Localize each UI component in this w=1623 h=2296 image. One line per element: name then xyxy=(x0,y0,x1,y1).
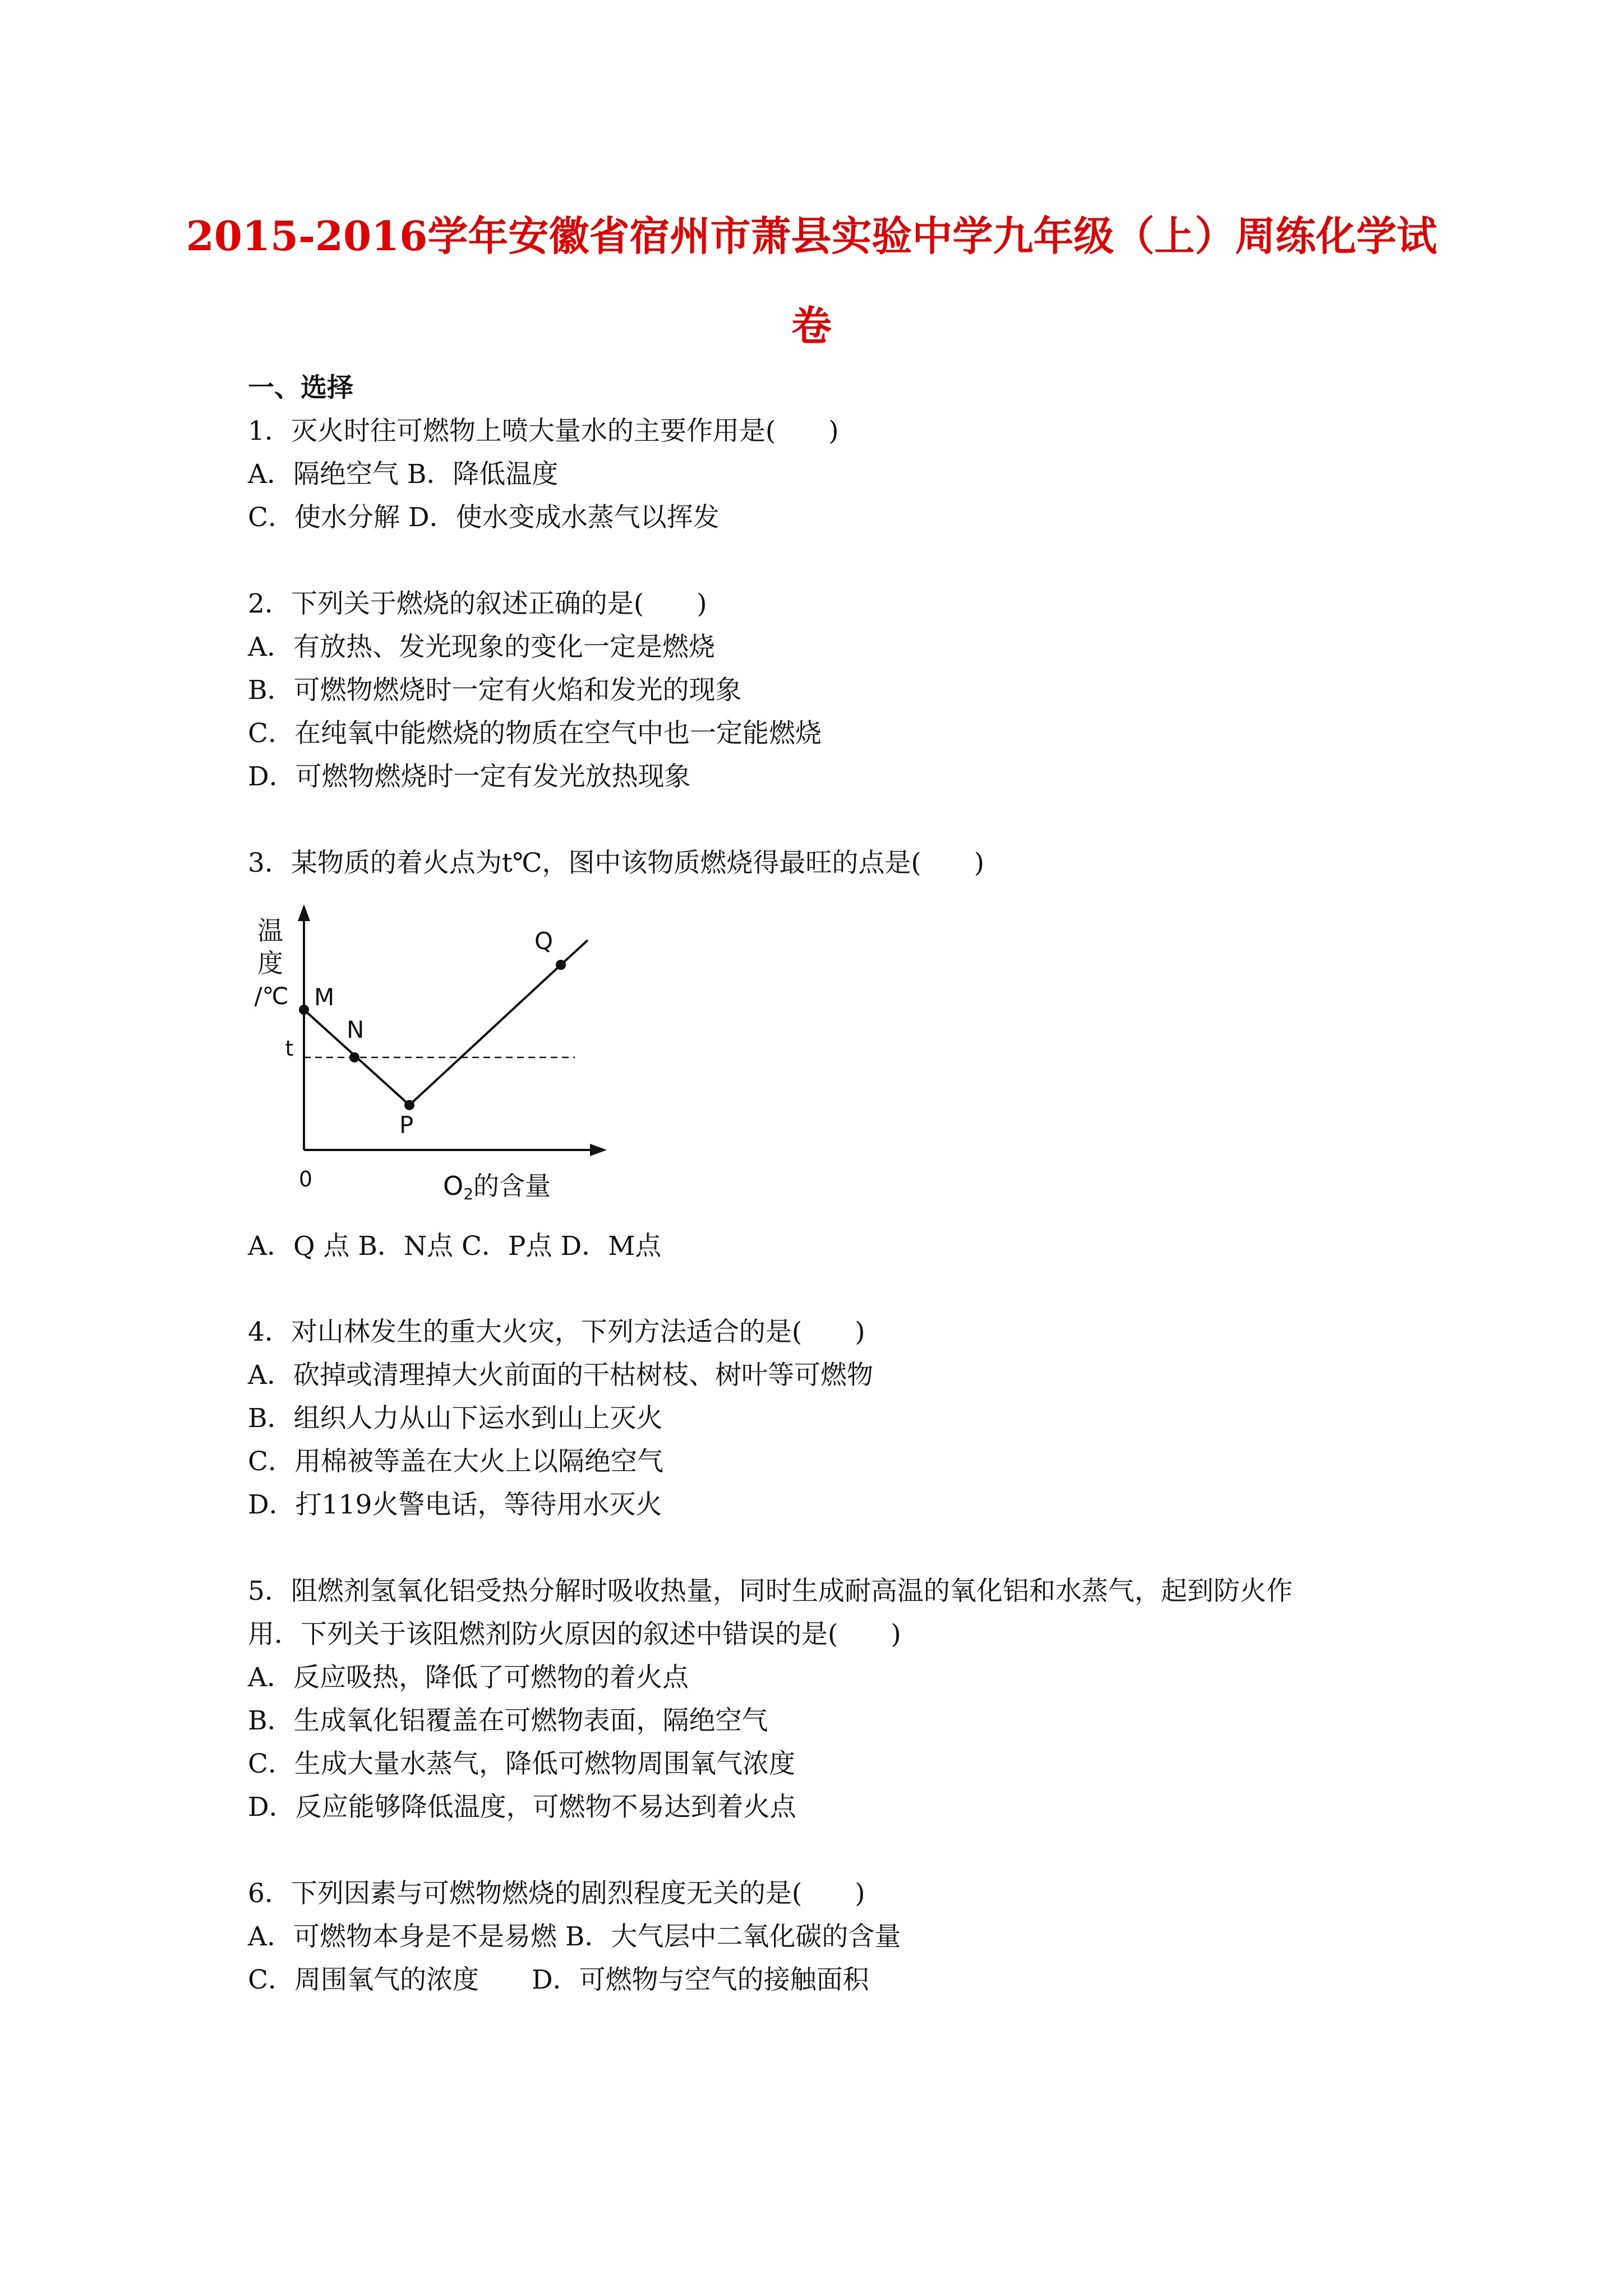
question-2-stem: 2．下列关于燃烧的叙述正确的是( ) xyxy=(248,588,707,619)
question-4-stem: 4．对山林发生的重大火灾，下列方法适合的是( ) xyxy=(248,1317,865,1347)
question-2-option-a: A．有放热、发光现象的变化一定是燃烧 xyxy=(248,632,715,662)
point-n xyxy=(349,1052,359,1062)
question-5-option-b: B．生成氧化铝覆盖在可燃物表面，隔绝空气 xyxy=(248,1705,768,1736)
question-3-options: A．Q 点 B．N点 C．P点 D．M点 xyxy=(248,1231,662,1262)
question-4-option-c: C．用棉被等盖在大火上以隔绝空气 xyxy=(248,1446,663,1477)
question-5-option-c: C．生成大量水蒸气，降低可燃物周围氧气浓度 xyxy=(248,1749,795,1779)
point-q-label: Q xyxy=(534,927,554,955)
question-2-option-b: B．可燃物燃烧时一定有火焰和发光的现象 xyxy=(248,675,742,706)
question-3-stem: 3．某物质的着火点为t℃，图中该物质燃烧得最旺的点是( ) xyxy=(248,848,985,878)
temperature-curve xyxy=(304,965,561,1105)
y-axis-label-char-3: /℃ xyxy=(254,982,289,1010)
question-4-option-d: D．打119火警电话，等待用水灭火 xyxy=(248,1489,662,1520)
point-p-label: P xyxy=(399,1111,414,1139)
question-4-option-b: B．组织人力从山下运水到山上灭火 xyxy=(248,1403,663,1434)
x-axis-label: O2的含量 xyxy=(443,1171,551,1203)
question-1-options-line-1: A．隔绝空气 B．降低温度 xyxy=(248,459,559,490)
point-q xyxy=(556,960,566,970)
question-1-stem: 1．灭火时往可燃物上喷大量水的主要作用是( ) xyxy=(248,416,839,447)
question-2-option-d: D．可燃物燃烧时一定有发光放热现象 xyxy=(248,761,691,792)
curve-extension xyxy=(561,940,588,965)
question-6-options-line-2: C．周围氧气的浓度 D．可燃物与空气的接触面积 xyxy=(248,1964,869,1995)
question-1-options-line-2: C．使水分解 D．使水变成水蒸气以挥发 xyxy=(248,502,720,533)
question-6-options-line-1: A．可燃物本身是不是易燃 B．大气层中二氧化碳的含量 xyxy=(248,1921,901,1952)
question-6-stem: 6．下列因素与可燃物燃烧的剧烈程度无关的是( ) xyxy=(248,1878,865,1909)
question-4-option-a: A．砍掉或清理掉大火前面的干枯树枝、树叶等可燃物 xyxy=(248,1360,873,1391)
question-5-option-d: D．反应能够降低温度，可燃物不易达到着火点 xyxy=(248,1792,796,1823)
y-axis-label-char-2: 度 xyxy=(257,948,283,978)
y-axis-arrow-icon xyxy=(298,904,310,921)
point-m-label: M xyxy=(314,983,335,1011)
question-3-graph xyxy=(224,898,617,1212)
point-n-label: N xyxy=(347,1016,365,1043)
exam-title-line1: 2015-2016学年安徽省宿州市萧县实验中学九年级（上）周练化学试 xyxy=(186,212,1437,260)
x-axis-arrow-icon xyxy=(590,1144,607,1156)
question-5-stem: 5．阻燃剂氢氧化铝受热分解时吸收热量，同时生成耐高温的氧化铝和水蒸气，起到防火作 xyxy=(248,1576,1293,1607)
section-heading: 一、选择 xyxy=(248,372,353,403)
t-label: t xyxy=(285,1036,294,1061)
question-5-option-a: A．反应吸热，降低了可燃物的着火点 xyxy=(248,1662,689,1693)
origin-label: 0 xyxy=(298,1167,313,1191)
question-5-stem-continued: 用．下列关于该阻燃剂防火原因的叙述中错误的是( ) xyxy=(248,1619,901,1650)
exam-title-line2: 卷 xyxy=(791,302,832,349)
point-p xyxy=(404,1100,414,1110)
question-2-option-c: C．在纯氧中能燃烧的物质在空气中也一定能燃烧 xyxy=(248,718,822,749)
y-axis-label-char-1: 温 xyxy=(257,915,283,946)
point-m xyxy=(299,1005,309,1015)
